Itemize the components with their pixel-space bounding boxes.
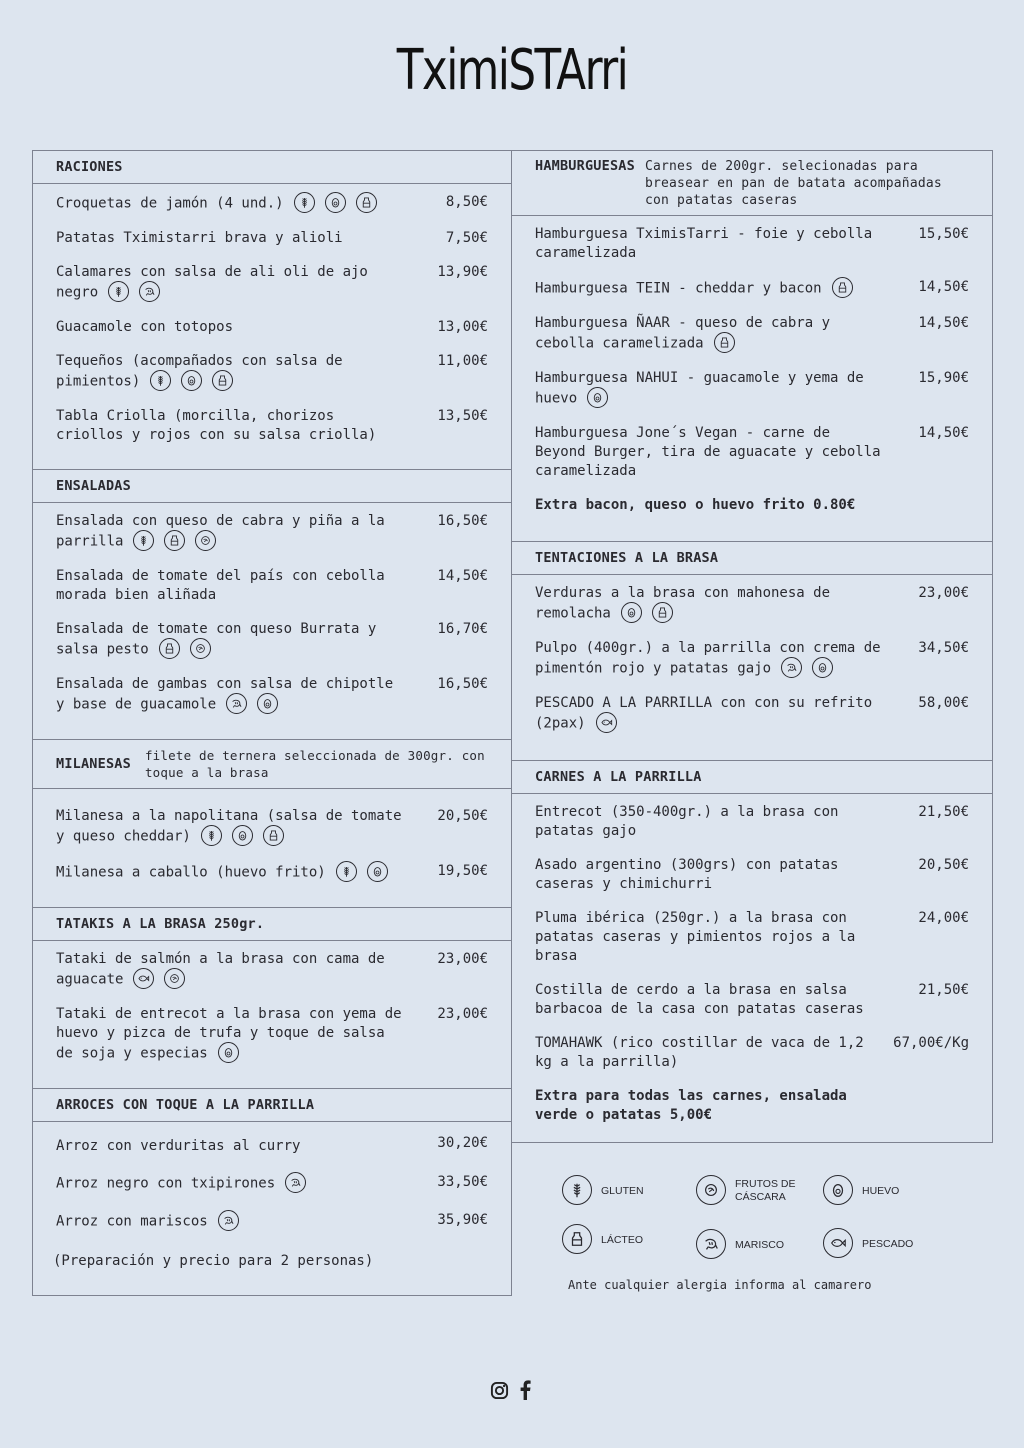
section-title: HAMBURGUESAS — [535, 158, 635, 174]
item-price: 20,50€ — [437, 808, 488, 824]
menu-item — [535, 694, 969, 734]
item-price: 23,00€ — [918, 585, 969, 601]
legend-label: PESCADO — [862, 1238, 914, 1250]
egg-icon — [621, 602, 642, 623]
menu-item — [535, 856, 969, 894]
milk-icon — [714, 332, 735, 353]
section-note: Carnes de 200gr. selecionadas para breasear en pan de batata acompañadas con patatas caseras — [644, 159, 942, 208]
wheat-icon — [562, 1175, 592, 1205]
item-name: Guacamole con totopos — [56, 319, 234, 335]
section-note: filete de ternera seleccionada de 300gr. con toque a la brasa — [144, 748, 485, 780]
section-title: MILANESAS — [56, 756, 131, 772]
item-price: 16,50€ — [437, 676, 488, 692]
item-name: Pluma ibérica (250gr.) a la brasa con patatas caseras y pimientos rojos a la brasa — [535, 910, 856, 964]
shrimp-icon — [285, 1172, 306, 1193]
item-name: Costilla de cerdo a la brasa en salsa barbacoa de la casa con patatas caseras — [535, 982, 864, 1017]
wheat-icon — [108, 281, 129, 302]
item-name: Milanesa a la napolitana (salsa de tomate y queso cheddar) — [56, 808, 402, 845]
menu-item — [535, 1034, 969, 1072]
menu-item — [56, 950, 488, 990]
item-price: 13,50€ — [437, 408, 488, 424]
item-name: Tataki de entrecot a la brasa con yema de huevo y pizca de trufa y toque de salsa de soja y especias — [56, 1006, 402, 1062]
item-name: Croquetas de jamón (4 und.) — [56, 195, 284, 212]
item-price: 14,50€ — [918, 315, 969, 331]
item-price: 21,50€ — [918, 804, 969, 820]
menu-item — [535, 584, 969, 624]
item-name: Entrecot (350-400gr.) a la brasa con patatas gajo — [535, 804, 839, 839]
section-carnes — [512, 794, 992, 1145]
menu-item — [535, 639, 969, 679]
egg-icon — [181, 370, 202, 391]
item-name: Arroz negro con txipirones — [56, 1175, 276, 1192]
item-name: Arroz con verduritas al curry — [56, 1138, 301, 1154]
item-price: 30,20€ — [437, 1135, 488, 1151]
section-arroces — [33, 1122, 511, 1283]
carnes-extra: Extra para todas las carnes, ensalada verde o patatas 5,00€ — [535, 1088, 847, 1123]
milk-icon — [212, 370, 233, 391]
section-title-tentaciones: TENTACIONES A LA BRASA — [512, 542, 992, 575]
item-name: PESCADO A LA PARRILLA con con su refrito (2pax) — [535, 695, 873, 732]
legend-huevo — [823, 1176, 899, 1206]
item-name: Hamburguesa NAHUI - guacamole y yema de huevo — [535, 370, 864, 407]
menu-item — [56, 1134, 488, 1156]
item-price: 13,00€ — [437, 319, 488, 335]
milk-icon — [832, 277, 853, 298]
item-name: Tequeños (acompañados con salsa de pimientos) — [56, 353, 343, 390]
section-tentaciones — [512, 575, 992, 761]
shrimp-icon — [226, 693, 247, 714]
menu-item — [56, 263, 488, 303]
item-price: 33,50€ — [437, 1174, 488, 1190]
item-price: 14,50€ — [437, 568, 488, 584]
item-price: 7,50€ — [445, 230, 488, 246]
item-price: 24,00€ — [918, 910, 969, 926]
section-title-ensaladas: ENSALADAS — [33, 470, 511, 503]
brand-logo: TximiSTArri — [396, 38, 628, 103]
section-title-milanesas — [33, 740, 511, 789]
item-price: 20,50€ — [918, 857, 969, 873]
section-title-arroces: ARROCES CON TOQUE A LA PARRILLA — [33, 1089, 511, 1122]
legend-lacteo — [562, 1225, 643, 1255]
section-milanesas — [33, 789, 511, 908]
item-price: 8,50€ — [445, 194, 488, 210]
item-name: Verduras a la brasa con mahonesa de remolacha — [535, 585, 831, 622]
egg-icon — [257, 693, 278, 714]
menu-item — [56, 1005, 488, 1064]
menu-item — [535, 981, 969, 1019]
item-price: 21,50€ — [918, 982, 969, 998]
instagram-icon[interactable] — [490, 1381, 509, 1405]
milk-icon — [652, 602, 673, 623]
section-title-raciones: RACIONES — [33, 151, 511, 184]
legend-gluten — [562, 1176, 644, 1206]
item-price: 11,00€ — [437, 353, 488, 369]
item-name: Patatas Tximistarri brava y alioli — [56, 230, 343, 246]
legend-label: FRUTOS DE CÁSCARA — [735, 1178, 796, 1203]
item-name: Tabla Criolla (morcilla, chorizos criollos y rojos con su salsa criolla) — [56, 408, 377, 443]
milk-icon — [164, 530, 185, 551]
wheat-icon — [294, 192, 315, 213]
section-title-tatakis: TATAKIS A LA BRASA 250gr. — [33, 908, 511, 941]
fish-icon — [133, 968, 154, 989]
shrimp-icon — [781, 657, 802, 678]
menu-item — [535, 424, 969, 481]
section-title-carnes: CARNES A LA PARRILLA — [512, 761, 992, 794]
egg-icon — [232, 825, 253, 846]
legend-label: GLUTEN — [601, 1185, 644, 1197]
legend-label: HUEVO — [862, 1185, 900, 1197]
egg-icon — [812, 657, 833, 678]
item-price: 16,70€ — [437, 621, 488, 637]
menu-item — [56, 620, 488, 660]
item-name: Tataki de salmón a la brasa con cama de aguacate — [56, 951, 385, 988]
item-price: 16,50€ — [437, 513, 488, 529]
item-name: TOMAHAWK (rico costillar de vaca de 1,2 kg a la parrilla) — [535, 1035, 864, 1070]
wheat-icon — [150, 370, 171, 391]
item-price: 19,50€ — [437, 863, 488, 879]
item-name: Ensalada con queso de cabra y piña a la parrilla — [56, 513, 385, 550]
item-price: 15,50€ — [918, 226, 969, 242]
item-price: 58,00€ — [918, 695, 969, 711]
item-name: Pulpo (400gr.) a la parrilla con crema de pimentón rojo y patatas gajo — [535, 640, 881, 677]
shrimp-icon — [696, 1229, 726, 1259]
menu-item — [56, 512, 488, 552]
nut-icon — [164, 968, 185, 989]
item-name: Calamares con salsa de ali oli de ajo negro — [56, 264, 368, 301]
menu-item — [56, 407, 488, 445]
menu-item — [56, 318, 488, 337]
legend-marisco — [696, 1230, 784, 1260]
legend-label: MARISCO — [735, 1239, 785, 1251]
egg-icon — [325, 192, 346, 213]
item-name: Ensalada de gambas con salsa de chipotle y base de guacamole — [56, 676, 394, 713]
nut-icon — [190, 638, 211, 659]
item-name: Hamburguesa ÑAAR - queso de cabra y cebolla caramelizada — [535, 315, 831, 352]
menu-item — [535, 803, 969, 841]
item-price: 23,00€ — [437, 951, 488, 967]
item-name: Arroz con mariscos — [56, 1213, 208, 1230]
item-name: Ensalada de tomate del país con cebolla morada bien aliñada — [56, 568, 385, 603]
menu-right-column — [511, 150, 993, 1143]
menu-item — [56, 567, 488, 605]
social-links — [490, 1380, 531, 1405]
facebook-icon[interactable] — [519, 1380, 531, 1405]
fish-icon — [823, 1228, 853, 1258]
hamburguesas-extra: Extra bacon, queso o huevo frito 0.80€ — [535, 497, 856, 513]
milk-icon — [263, 825, 284, 846]
shrimp-icon — [218, 1210, 239, 1231]
egg-icon — [587, 387, 608, 408]
section-hamburguesas — [512, 216, 992, 542]
shrimp-icon — [139, 281, 160, 302]
milk-icon — [562, 1224, 592, 1254]
item-price: 67,00€/Kg — [893, 1035, 969, 1051]
fish-icon — [596, 712, 617, 733]
item-price: 35,90€ — [437, 1212, 488, 1228]
legend-pescado — [823, 1229, 913, 1259]
menu-item — [56, 1211, 488, 1232]
item-price: 13,90€ — [437, 264, 488, 280]
item-name: Hamburguesa TximisTarri - foie y cebolla caramelizada — [535, 226, 873, 261]
wheat-icon — [133, 530, 154, 551]
arroces-footnote: (Preparación y precio para 2 personas) — [53, 1253, 374, 1269]
item-price: 34,50€ — [918, 640, 969, 656]
item-name: Hamburguesa TEIN - cheddar y bacon — [535, 280, 822, 297]
menu-item — [56, 1173, 488, 1194]
menu-item — [535, 909, 969, 966]
item-price: 14,50€ — [918, 425, 969, 441]
item-price: 23,00€ — [437, 1006, 488, 1022]
item-price: 15,90€ — [918, 370, 969, 386]
section-tatakis — [33, 941, 511, 1089]
menu-item — [56, 807, 488, 847]
milk-icon — [159, 638, 180, 659]
milk-icon — [356, 192, 377, 213]
section-raciones — [33, 184, 511, 470]
egg-icon — [367, 861, 388, 882]
menu-item — [56, 352, 488, 392]
section-title-hamburguesas — [512, 151, 992, 216]
item-name: Hamburguesa Jone´s Vegan - carne de Beyond Burger, tira de aguacate y cebolla caramelizada — [535, 425, 881, 479]
nut-icon — [696, 1175, 726, 1205]
menu-item — [56, 862, 488, 883]
wheat-icon — [336, 861, 357, 882]
egg-icon — [823, 1175, 853, 1205]
menu-left-column — [32, 150, 512, 1296]
item-price: 14,50€ — [918, 279, 969, 295]
item-name: Asado argentino (300grs) con patatas caseras y chimichurri — [535, 857, 839, 892]
egg-icon — [218, 1042, 239, 1063]
legend-label: LÁCTEO — [601, 1234, 644, 1246]
menu-item — [56, 193, 488, 214]
menu-item — [535, 314, 969, 354]
allergy-note: Ante cualquier alergia informa al camarero — [568, 1278, 872, 1292]
menu-item — [535, 278, 969, 299]
item-name: Ensalada de tomate con queso Burrata y salsa pesto — [56, 621, 377, 658]
legend-frutos — [696, 1176, 797, 1206]
menu-item — [56, 229, 488, 248]
menu-item — [535, 225, 969, 263]
wheat-icon — [201, 825, 222, 846]
item-name: Milanesa a caballo (huevo frito) — [56, 864, 326, 881]
section-ensaladas — [33, 503, 511, 740]
menu-item — [56, 675, 488, 715]
menu-item — [535, 369, 969, 409]
nut-icon — [195, 530, 216, 551]
